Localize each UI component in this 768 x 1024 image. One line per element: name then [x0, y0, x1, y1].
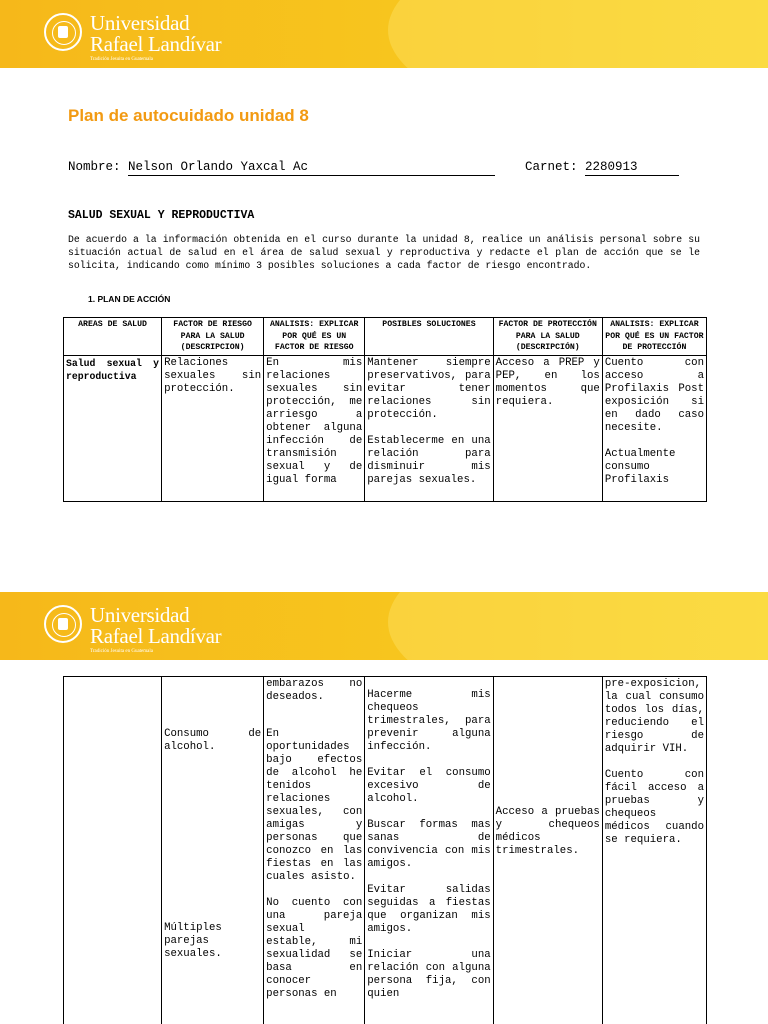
action-plan-table-page2 [63, 676, 707, 1024]
proteccion-pruebas: Acceso a pruebas y chequeos médicos trimestrales. [495, 806, 600, 857]
cell-proteccion [493, 677, 602, 1024]
header-analisis-riesgo: ANALISIS: EXPLICAR POR QUÉ ES UN FACTOR DE RIESGO [264, 318, 365, 356]
page2-header-band [0, 592, 768, 660]
analisis-parejas: No cuento con una pareja sexual estable, mi sexualidad se basa en conocer personas en [266, 897, 363, 1000]
header-areas: AREAS DE SALUD [64, 318, 162, 356]
cell-soluciones [365, 677, 493, 1024]
analisis-proteccion-2: Actualmente consumo Profilaxis [604, 447, 676, 486]
university-logo [44, 605, 221, 654]
plan-heading: 1. PLAN DE ACCIÓN [88, 294, 171, 304]
header-soluciones: POSIBLES SOLUCIONES [365, 318, 493, 356]
solution-2: Establecerme en una relación para disminuir mis parejas sexuales. [367, 434, 491, 486]
nombre-value: Nelson Orlando Yaxcal Ac [128, 160, 495, 176]
cell-proteccion: Acceso a PREP y PEP, en los momentos que requiera. [493, 355, 602, 501]
carnet-value: 2280913 [585, 160, 679, 176]
analisis-continuation: embarazos no deseados. [266, 678, 363, 703]
nombre-label: Nombre: [68, 160, 121, 174]
cell-factor [162, 677, 264, 1024]
analisis-proteccion-4: Cuento con fácil acceso a pruebas y chequeos médicos cuando se requiera. [604, 769, 704, 846]
solution-1: Mantener siempre preservativos, para evitar tener relaciones sin protección. [367, 356, 491, 421]
factor-multiples-parejas: Múltiples parejas sexuales. [164, 922, 222, 960]
cell-soluciones [365, 355, 493, 501]
factor-consumo-alcohol: Consumo de alcohol. [164, 728, 262, 753]
cell-factor: Relaciones sexuales sin protección. [162, 355, 264, 501]
document-title: Plan de autocuidado unidad 8 [68, 106, 309, 125]
logo-line2: Rafael Landívar [90, 32, 222, 56]
cell-area: Salud sexual y reproductiva [64, 355, 162, 501]
table-row [64, 355, 707, 501]
logo-line2: Rafael Landívar [90, 624, 222, 648]
logo-line1: Universidad [90, 11, 190, 35]
university-seal-icon [44, 605, 82, 643]
logo-tagline: Tradición Jesuita en Guatemala [90, 57, 153, 62]
analisis-proteccion-3: pre-exposicion, la cual consumo todos los días, reduciendo el riesgo de adquirir VIH. [604, 678, 704, 755]
table-row [64, 677, 707, 1024]
solution-3: Hacerme mis chequeos trimestrales, para prevenir alguna infección. [367, 689, 491, 753]
analisis-proteccion-1: Cuento con acceso a Profilaxis Post exposición si en dado caso necesite. [604, 356, 704, 434]
table-header-row [64, 318, 707, 356]
logo-tagline: Tradición Jesuita en Guatemala [90, 649, 153, 654]
intro-paragraph: De acuerdo a la información obtenida en el curso durante la unidad 8, realice un análisis personal sobre su situación actual de salud en el área de salud sexual y reproductiva y redacte el plan de acción que se le solicita, indicando como mínimo 3 posibles soluciones a cada factor de riesgo encontrado. [68, 234, 700, 271]
solution-6: Evitar salidas seguidas a fiestas que organizan mis amigos. [367, 884, 491, 935]
cell-analisis [264, 677, 365, 1024]
carnet-row [525, 160, 679, 176]
cell-analisis-proteccion [602, 355, 706, 501]
header-analisis-proteccion: ANALISIS: EXPLICAR POR QUÉ ES UN FACTOR DE PROTECCIÓN [602, 318, 706, 356]
cell-area [64, 677, 162, 1024]
solution-4: Evitar el consumo excesivo de alcohol. [367, 767, 491, 805]
university-seal-icon [44, 13, 82, 51]
header-factor-riesgo: FACTOR DE RIESGO PARA LA SALUD (DESCRIPCION) [162, 318, 264, 356]
cell-analisis: En mis relaciones sexuales sin protección, me arriesgo a obtener alguna infección de transmisión sexual y de igual forma [264, 355, 365, 501]
header-factor-proteccion: FACTOR DE PROTECCIÓN PARA LA SALUD (DESCRIPCIÓN) [493, 318, 602, 356]
logo-line1: Universidad [90, 603, 190, 627]
action-plan-table-page1 [63, 317, 707, 502]
nombre-row [68, 160, 495, 176]
section-title: SALUD SEXUAL Y REPRODUCTIVA [68, 209, 255, 222]
university-logo [44, 13, 221, 62]
solution-7: Iniciar una relación con alguna persona fija, con quien [367, 949, 491, 1000]
cell-analisis-proteccion [602, 677, 706, 1024]
solution-5: Buscar formas mas sanas de convivencia con mis amigos. [367, 819, 491, 870]
page1-header-band [0, 0, 768, 68]
carnet-label: Carnet: [525, 160, 578, 174]
analisis-alcohol: En oportunidades bajo efectos de alcohol he tenidos relaciones sexuales, con amigas y personas que conozco en las fiestas en las cuales asisto. [266, 728, 363, 883]
